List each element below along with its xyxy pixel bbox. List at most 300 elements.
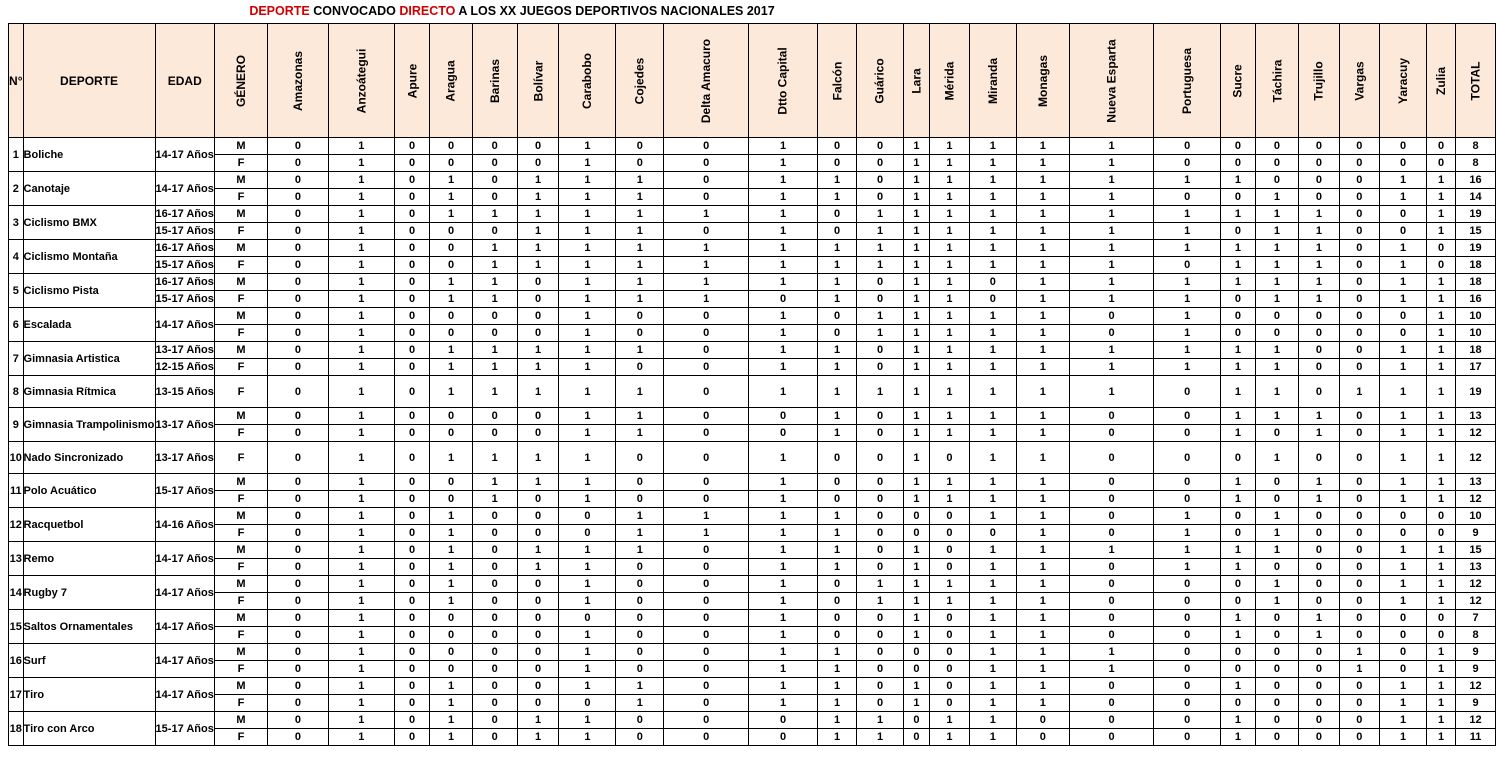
state-count-cell: 1: [430, 442, 472, 474]
state-count-cell: 1: [969, 508, 1016, 525]
gender-cell: F: [214, 695, 267, 712]
state-count-cell: 0: [394, 695, 430, 712]
state-count-cell: 1: [559, 678, 616, 695]
state-count-cell: 1: [817, 644, 857, 661]
state-count-cell: 0: [1069, 474, 1153, 491]
sport-name: Escalada: [23, 308, 155, 342]
state-count-cell: 0: [1339, 542, 1379, 559]
state-count-cell: 1: [329, 223, 395, 240]
state-count-cell: 1: [1221, 712, 1255, 729]
gender-cell: F: [214, 491, 267, 508]
state-count-cell: 1: [1016, 274, 1069, 291]
gender-cell: M: [214, 712, 267, 729]
state-count-cell: 0: [616, 729, 664, 746]
state-count-cell: 1: [1016, 576, 1069, 593]
state-count-cell: 0: [1339, 172, 1379, 189]
state-count-cell: 0: [517, 525, 559, 542]
state-count-cell: 1: [903, 627, 929, 644]
state-count-cell: 1: [903, 610, 929, 627]
state-count-cell: 0: [472, 155, 517, 172]
total-cell: 16: [1456, 172, 1496, 189]
state-count-cell: 1: [430, 593, 472, 610]
state-count-cell: 0: [1427, 138, 1456, 155]
state-count-cell: 1: [1069, 359, 1153, 376]
state-count-cell: 1: [329, 661, 395, 678]
state-count-cell: 1: [1299, 240, 1339, 257]
state-count-cell: 1: [329, 325, 395, 342]
state-count-cell: 0: [664, 627, 749, 644]
state-count-cell: 1: [930, 308, 970, 325]
state-count-cell: 1: [969, 223, 1016, 240]
state-count-cell: 1: [1016, 325, 1069, 342]
table-row: [9, 644, 1496, 661]
age-range: 16-17 Años: [155, 274, 214, 291]
state-count-cell: 0: [664, 729, 749, 746]
state-count-cell: 1: [1069, 257, 1153, 274]
state-count-cell: 1: [1427, 678, 1456, 695]
state-count-cell: 0: [430, 155, 472, 172]
state-count-cell: 0: [517, 695, 559, 712]
state-count-cell: 1: [1379, 425, 1426, 442]
state-count-cell: 1: [1016, 695, 1069, 712]
sport-number: 18: [9, 712, 24, 746]
state-count-cell: 1: [749, 223, 817, 240]
state-count-cell: 1: [930, 474, 970, 491]
state-count-cell: 1: [1427, 206, 1456, 223]
state-count-cell: 1: [969, 138, 1016, 155]
state-count-cell: 0: [1154, 408, 1221, 425]
state-count-cell: 1: [1379, 474, 1426, 491]
state-count-cell: 0: [472, 308, 517, 325]
state-count-cell: 1: [903, 542, 929, 559]
header-state-label: Monagas: [1035, 54, 1050, 107]
state-count-cell: 0: [517, 644, 559, 661]
state-count-cell: 0: [857, 525, 903, 542]
gender-cell: F: [214, 559, 267, 576]
gender-cell: F: [214, 525, 267, 542]
state-count-cell: 1: [969, 425, 1016, 442]
state-count-cell: 0: [1016, 729, 1069, 746]
age-range: 14-17 Años: [155, 678, 214, 712]
state-count-cell: 0: [969, 525, 1016, 542]
state-count-cell: 1: [517, 223, 559, 240]
state-count-cell: 0: [817, 223, 857, 240]
total-cell: 12: [1456, 425, 1496, 442]
state-count-cell: 0: [1299, 525, 1339, 542]
state-count-cell: 1: [329, 729, 395, 746]
sport-number: 17: [9, 678, 24, 712]
state-count-cell: 1: [329, 695, 395, 712]
header-state: [394, 24, 430, 138]
age-range: 14-17 Años: [155, 610, 214, 644]
table-row: [9, 274, 1496, 291]
age-range: 15-17 Años: [155, 474, 214, 508]
sport-name: Boliche: [23, 138, 155, 172]
state-count-cell: 1: [969, 189, 1016, 206]
state-count-cell: 0: [1255, 474, 1299, 491]
sport-name: Gimnasia Artistica: [23, 342, 155, 376]
state-count-cell: 1: [1299, 474, 1339, 491]
page-title: [0, 4, 1024, 19]
state-count-cell: 0: [394, 240, 430, 257]
state-count-cell: 1: [903, 442, 929, 474]
table-row: [9, 308, 1496, 325]
state-count-cell: 0: [857, 359, 903, 376]
state-count-cell: 1: [1154, 172, 1221, 189]
state-count-cell: 1: [930, 376, 970, 408]
state-count-cell: 1: [1016, 172, 1069, 189]
state-count-cell: 1: [517, 442, 559, 474]
state-count-cell: 0: [1154, 644, 1221, 661]
state-count-cell: 1: [1221, 257, 1255, 274]
state-count-cell: 0: [1339, 342, 1379, 359]
header-state-label: Bolívar: [531, 60, 546, 101]
sport-name: Rugby 7: [23, 576, 155, 610]
state-count-cell: 1: [559, 491, 616, 508]
state-count-cell: 1: [930, 240, 970, 257]
state-count-cell: 1: [1427, 408, 1456, 425]
table-body: [9, 138, 1496, 746]
state-count-cell: 0: [903, 525, 929, 542]
header-state-label: Anzoátegui: [354, 48, 369, 113]
table-row: [9, 257, 1496, 274]
header-state-label: Barinas: [487, 58, 502, 103]
state-count-cell: 1: [1221, 240, 1255, 257]
state-count-cell: 0: [267, 576, 328, 593]
state-count-cell: 0: [559, 610, 616, 627]
state-count-cell: 1: [1221, 474, 1255, 491]
state-count-cell: 1: [749, 155, 817, 172]
state-count-cell: 0: [1255, 425, 1299, 442]
age-range: 13-17 Años: [155, 342, 214, 359]
sport-number: 1: [9, 138, 24, 172]
state-count-cell: 0: [903, 729, 929, 746]
state-count-cell: 1: [559, 644, 616, 661]
state-count-cell: 0: [1299, 189, 1339, 206]
state-count-cell: 1: [969, 661, 1016, 678]
table-row: [9, 593, 1496, 610]
state-count-cell: 1: [857, 712, 903, 729]
state-count-cell: 1: [749, 644, 817, 661]
state-count-cell: 0: [1339, 155, 1379, 172]
state-count-cell: 0: [1221, 661, 1255, 678]
state-count-cell: 0: [664, 138, 749, 155]
state-count-cell: 1: [559, 576, 616, 593]
state-count-cell: 1: [559, 425, 616, 442]
state-count-cell: 0: [267, 425, 328, 442]
state-count-cell: 1: [1069, 542, 1153, 559]
state-count-cell: 0: [472, 425, 517, 442]
state-count-cell: 1: [903, 240, 929, 257]
state-count-cell: 1: [616, 508, 664, 525]
state-count-cell: 1: [329, 627, 395, 644]
state-count-cell: 0: [267, 138, 328, 155]
state-count-cell: 1: [1379, 408, 1426, 425]
state-count-cell: 1: [472, 291, 517, 308]
state-count-cell: 1: [1379, 559, 1426, 576]
state-count-cell: 0: [472, 712, 517, 729]
state-count-cell: 1: [1427, 644, 1456, 661]
state-count-cell: 1: [1379, 274, 1426, 291]
state-count-cell: 1: [1379, 291, 1426, 308]
state-count-cell: 0: [394, 342, 430, 359]
state-count-cell: 1: [517, 359, 559, 376]
state-count-cell: 0: [616, 359, 664, 376]
state-count-cell: 1: [1427, 189, 1456, 206]
state-count-cell: 0: [1154, 189, 1221, 206]
total-cell: 19: [1456, 376, 1496, 408]
state-count-cell: 1: [329, 291, 395, 308]
state-count-cell: 1: [969, 542, 1016, 559]
state-count-cell: 1: [329, 610, 395, 627]
header-state-label: Apure: [405, 63, 420, 98]
state-count-cell: 0: [472, 172, 517, 189]
state-count-cell: 0: [267, 376, 328, 408]
state-count-cell: 0: [267, 508, 328, 525]
state-count-cell: 1: [1427, 172, 1456, 189]
state-count-cell: 0: [1299, 661, 1339, 678]
state-count-cell: 1: [329, 525, 395, 542]
state-count-cell: 0: [430, 474, 472, 491]
state-count-cell: 0: [1339, 206, 1379, 223]
table-row: [9, 425, 1496, 442]
state-count-cell: 1: [1427, 359, 1456, 376]
state-count-cell: 1: [1379, 189, 1426, 206]
state-count-cell: 1: [857, 376, 903, 408]
total-cell: 11: [1456, 729, 1496, 746]
state-count-cell: 0: [1154, 474, 1221, 491]
state-count-cell: 1: [559, 308, 616, 325]
header-state-label: Dtto Capital: [776, 46, 791, 115]
state-count-cell: 0: [1069, 729, 1153, 746]
state-count-cell: 1: [930, 593, 970, 610]
state-count-cell: 1: [1016, 408, 1069, 425]
state-count-cell: 1: [559, 376, 616, 408]
header-state: [616, 24, 664, 138]
state-count-cell: 0: [857, 408, 903, 425]
state-count-cell: 1: [517, 189, 559, 206]
state-count-cell: 0: [394, 627, 430, 644]
state-count-cell: 1: [1379, 240, 1426, 257]
state-count-cell: 0: [267, 661, 328, 678]
table-row: [9, 223, 1496, 240]
state-count-cell: 1: [857, 308, 903, 325]
state-count-cell: 1: [1221, 342, 1255, 359]
state-count-cell: 0: [267, 442, 328, 474]
state-count-cell: 1: [749, 257, 817, 274]
state-count-cell: 0: [394, 425, 430, 442]
state-count-cell: 0: [664, 155, 749, 172]
state-count-cell: 0: [1154, 729, 1221, 746]
header-state-label: Aragua: [444, 59, 459, 102]
table-row: [9, 542, 1496, 559]
state-count-cell: 1: [930, 425, 970, 442]
state-count-cell: 0: [930, 442, 970, 474]
state-count-cell: 0: [394, 474, 430, 491]
state-count-cell: 0: [472, 525, 517, 542]
age-range: 15-17 Años: [155, 291, 214, 308]
state-count-cell: 1: [969, 610, 1016, 627]
state-count-cell: 0: [1299, 644, 1339, 661]
header-state: [1339, 24, 1379, 138]
header-state: [817, 24, 857, 138]
state-count-cell: 0: [267, 359, 328, 376]
state-count-cell: 1: [430, 542, 472, 559]
table-row: [9, 172, 1496, 189]
state-count-cell: 1: [1299, 206, 1339, 223]
state-count-cell: 0: [817, 593, 857, 610]
state-count-cell: 1: [559, 342, 616, 359]
sport-number: 13: [9, 542, 24, 576]
state-count-cell: 0: [394, 308, 430, 325]
state-count-cell: 1: [969, 644, 1016, 661]
state-count-cell: 0: [857, 474, 903, 491]
state-count-cell: 1: [1379, 376, 1426, 408]
state-count-cell: 0: [430, 610, 472, 627]
state-count-cell: 0: [930, 525, 970, 542]
state-count-cell: 0: [1339, 442, 1379, 474]
state-count-cell: 1: [1016, 308, 1069, 325]
state-count-cell: 1: [1016, 559, 1069, 576]
state-count-cell: 0: [394, 138, 430, 155]
state-count-cell: 0: [1221, 644, 1255, 661]
state-count-cell: 1: [969, 240, 1016, 257]
gender-cell: M: [214, 206, 267, 223]
state-count-cell: 0: [472, 593, 517, 610]
state-count-cell: 0: [394, 257, 430, 274]
state-count-cell: 1: [930, 206, 970, 223]
state-count-cell: 0: [1154, 695, 1221, 712]
table-row: [9, 442, 1496, 474]
state-count-cell: 1: [1016, 206, 1069, 223]
state-count-cell: 0: [616, 627, 664, 644]
state-count-cell: 0: [616, 644, 664, 661]
state-count-cell: 1: [616, 542, 664, 559]
state-count-cell: 0: [664, 695, 749, 712]
state-count-cell: 0: [267, 644, 328, 661]
state-count-cell: 1: [1221, 627, 1255, 644]
state-count-cell: 1: [1016, 678, 1069, 695]
state-count-cell: 1: [749, 359, 817, 376]
state-count-cell: 0: [394, 712, 430, 729]
state-count-cell: 0: [749, 291, 817, 308]
state-count-cell: 0: [267, 172, 328, 189]
gender-cell: M: [214, 474, 267, 491]
total-cell: 12: [1456, 442, 1496, 474]
state-count-cell: 1: [903, 474, 929, 491]
state-count-cell: 1: [817, 678, 857, 695]
state-count-cell: 0: [930, 508, 970, 525]
state-count-cell: 0: [394, 172, 430, 189]
state-count-cell: 0: [1221, 695, 1255, 712]
state-count-cell: 1: [329, 342, 395, 359]
state-count-cell: 1: [817, 559, 857, 576]
state-count-cell: 1: [930, 491, 970, 508]
header-state: [329, 24, 395, 138]
state-count-cell: 0: [267, 325, 328, 342]
state-count-cell: 0: [394, 508, 430, 525]
state-count-cell: 1: [1069, 189, 1153, 206]
state-count-cell: 0: [430, 408, 472, 425]
gender-cell: M: [214, 308, 267, 325]
age-range: 13-17 Años: [155, 408, 214, 442]
state-count-cell: 1: [616, 223, 664, 240]
state-count-cell: 0: [430, 138, 472, 155]
state-count-cell: 1: [1016, 474, 1069, 491]
sport-name: Surf: [23, 644, 155, 678]
state-count-cell: 1: [329, 442, 395, 474]
state-count-cell: 1: [1016, 525, 1069, 542]
state-count-cell: 1: [857, 257, 903, 274]
state-count-cell: 1: [817, 661, 857, 678]
header-state-label: Portuguesa: [1180, 47, 1195, 114]
state-count-cell: 1: [857, 593, 903, 610]
state-count-cell: 0: [817, 576, 857, 593]
gender-cell: M: [214, 408, 267, 425]
state-count-cell: 0: [857, 559, 903, 576]
table-row: [9, 508, 1496, 525]
state-count-cell: 0: [616, 491, 664, 508]
state-count-cell: 1: [559, 627, 616, 644]
state-count-cell: 1: [559, 240, 616, 257]
state-count-cell: 0: [1339, 525, 1379, 542]
state-count-cell: 1: [1379, 593, 1426, 610]
state-count-cell: 0: [903, 644, 929, 661]
state-count-cell: 0: [472, 644, 517, 661]
state-count-cell: 1: [1255, 593, 1299, 610]
state-count-cell: 0: [394, 610, 430, 627]
state-count-cell: 0: [664, 408, 749, 425]
state-count-cell: 1: [1154, 542, 1221, 559]
state-count-cell: 1: [559, 155, 616, 172]
table-row: [9, 678, 1496, 695]
state-count-cell: 0: [1069, 508, 1153, 525]
state-count-cell: 0: [1339, 291, 1379, 308]
header-state-label: Guárico: [873, 57, 888, 104]
state-count-cell: 0: [394, 491, 430, 508]
age-range: 14-17 Años: [155, 542, 214, 576]
state-count-cell: 0: [1339, 138, 1379, 155]
header-age: EDAD: [155, 24, 214, 138]
state-count-cell: 0: [394, 576, 430, 593]
state-count-cell: 1: [1379, 695, 1426, 712]
state-count-cell: 1: [517, 712, 559, 729]
state-count-cell: 1: [616, 695, 664, 712]
age-range: 14-16 Años: [155, 508, 214, 542]
state-count-cell: 0: [857, 508, 903, 525]
state-count-cell: 0: [857, 291, 903, 308]
state-count-cell: 0: [1339, 695, 1379, 712]
state-count-cell: 1: [430, 678, 472, 695]
state-count-cell: 0: [394, 223, 430, 240]
state-count-cell: 0: [267, 240, 328, 257]
state-count-cell: 1: [329, 593, 395, 610]
state-count-cell: 1: [749, 678, 817, 695]
age-range: 16-17 Años: [155, 206, 214, 223]
total-cell: 9: [1456, 695, 1496, 712]
state-count-cell: 1: [817, 189, 857, 206]
age-range: 14-17 Años: [155, 172, 214, 206]
state-count-cell: 1: [930, 189, 970, 206]
state-count-cell: 1: [329, 576, 395, 593]
table-row: [9, 359, 1496, 376]
state-count-cell: 0: [616, 155, 664, 172]
state-count-cell: 0: [857, 644, 903, 661]
state-count-cell: 0: [517, 155, 559, 172]
state-count-cell: 0: [1255, 610, 1299, 627]
state-count-cell: 0: [472, 695, 517, 712]
gender-cell: F: [214, 376, 267, 408]
